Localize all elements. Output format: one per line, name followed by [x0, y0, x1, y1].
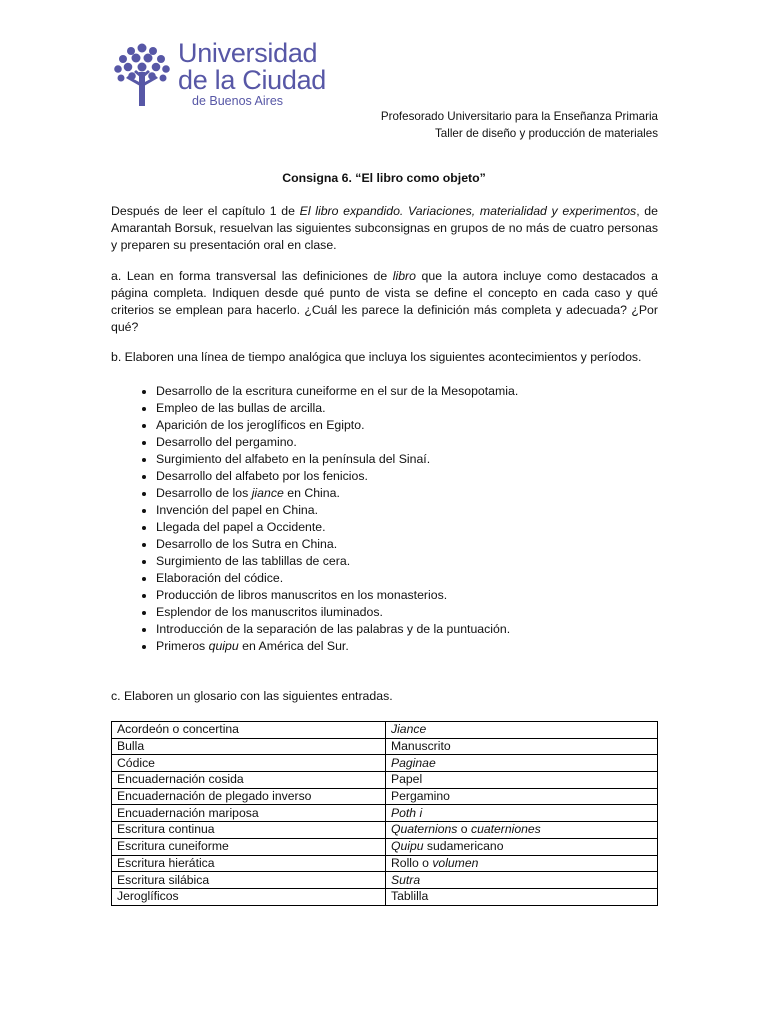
page-title: Consigna 6. “El libro como objeto”: [282, 171, 486, 185]
table-row: [112, 855, 658, 872]
glossary-term: Quipu: [391, 839, 424, 854]
glossary-right-cell: [386, 755, 658, 772]
list-item: [156, 485, 696, 502]
intro-after: , de Amarantah Borsuk, resuelvan las siguientes subconsignas en grupos de no más de cuatro personas y preparen su presentación oral en clase.: [111, 204, 658, 252]
header-program: Profesorado Universitario para la Enseñanza Primaria: [380, 110, 658, 123]
table-row: [112, 822, 658, 839]
table-row: [112, 772, 658, 789]
quipu-before: Primeros: [156, 639, 209, 653]
list-item: • Desarrollo del alfabeto por los fenicios.: [156, 468, 696, 485]
list-item: • Invención del papel en China.: [156, 502, 696, 519]
list-item: [156, 638, 696, 655]
intro-book-title: El libro expandido. Variaciones, materialidad y experimentos: [299, 204, 637, 218]
list-item: • Desarrollo del pergamino.: [156, 434, 696, 451]
glossary-right-cell: Pergamino: [386, 788, 658, 805]
table-row: [112, 872, 658, 889]
jiance-term: jiance: [251, 486, 284, 500]
tree-logo-icon: [112, 42, 172, 106]
glossary-left-cell: Escritura silábica: [112, 872, 386, 889]
glossary-left-cell: Encuadernación de plegado inverso: [112, 788, 386, 805]
list-item: • Elaboración del códice.: [156, 570, 696, 587]
header-course: Taller de diseño y producción de materiales: [435, 127, 658, 140]
list-item: • Surgimiento de las tablillas de cera.: [156, 553, 696, 570]
university-logo: [112, 40, 342, 112]
glossary-term: Poth i: [391, 805, 423, 820]
logo-line-1: Universidad: [178, 38, 318, 68]
glossary-right-cell: [386, 838, 658, 855]
jiance-before: Desarrollo de los: [156, 486, 252, 500]
section-c-paragraph: c. Elaboren un glosario con las siguientes entradas.: [111, 689, 393, 703]
table-row: [112, 722, 658, 739]
table-row: [112, 805, 658, 822]
glossary-term: Rollo o: [391, 855, 429, 870]
table-row: [112, 755, 658, 772]
glossary-left-cell: Escritura hierática: [112, 855, 386, 872]
glossary-left-cell: Jeroglíficos: [112, 888, 386, 905]
glossary-term: Jiance: [391, 722, 427, 737]
section-a-after: que la autora incluye como destacados a página completa. Indiquen desde qué punto de vista se define el concepto en cada caso y qué criterios se emplean para hacerlo. ¿Cuál les parece la definición más completa y adecuada? ¿Por qué?: [111, 269, 658, 334]
section-a-paragraph: [111, 268, 658, 336]
list-item: • Aparición de los jeroglíficos en Egipto.: [156, 417, 696, 434]
list-item: • Desarrollo de la escritura cuneiforme en el sur de la Mesopotamia.: [156, 383, 696, 400]
glossary-left-cell: Escritura cuneiforme: [112, 838, 386, 855]
glossary-left-cell: Bulla: [112, 738, 386, 755]
course-header: [381, 108, 658, 142]
table-row: [112, 888, 658, 905]
intro-before: Después de leer el capítulo 1 de: [111, 204, 300, 218]
glossary-right-cell: [386, 822, 658, 839]
glossary-right-cell: [386, 805, 658, 822]
list-item: • Introducción de la separación de las palabras y de la puntuación.: [156, 621, 696, 638]
glossary-term: Quaternions: [391, 822, 458, 837]
jiance-after: en China.: [283, 486, 340, 500]
list-item: • Empleo de las bullas de arcilla.: [156, 400, 696, 417]
list-item: • Desarrollo de los Sutra en China.: [156, 536, 696, 553]
logo-wordmark: [178, 40, 326, 108]
glossary-right-cell: [386, 855, 658, 872]
list-item: • Surgimiento del alfabeto en la península del Sinaí.: [156, 451, 696, 468]
list-item: • Llegada del papel a Occidente.: [156, 519, 696, 536]
intro-paragraph: [111, 203, 658, 254]
glossary-left-cell: Encuadernación cosida: [112, 772, 386, 789]
quipu-term: quipu: [208, 639, 239, 653]
quipu-after: en América del Sur.: [238, 639, 349, 653]
section-b-paragraph: b. Elaboren una línea de tiempo analógica que incluya los siguientes acontecimientos y períodos.: [111, 350, 642, 364]
table-row: [112, 838, 658, 855]
glossary-table: [111, 721, 658, 906]
timeline-events-list: [129, 383, 696, 655]
glossary-qualifier: sudamericano: [426, 839, 504, 854]
glossary-term: Paginae: [391, 755, 436, 770]
glossary-left-cell: Encuadernación mariposa: [112, 805, 386, 822]
table-row: [112, 788, 658, 805]
glossary-right-cell: [386, 722, 658, 739]
glossary-right-cell: Manuscrito: [386, 738, 658, 755]
list-item: • Esplendor de los manuscritos iluminados.: [156, 604, 696, 621]
glossary-left-cell: Escritura continua: [112, 822, 386, 839]
glossary-left-cell: Códice: [112, 755, 386, 772]
glossary-term: cuaterniones: [470, 822, 541, 837]
logo-line-2: de la Ciudad: [178, 65, 327, 95]
glossary-left-cell: Acordeón o concertina: [112, 722, 386, 739]
section-a-term: libro: [392, 269, 416, 283]
logo-line-3: de Buenos Aires: [192, 94, 284, 108]
glossary-right-cell: Tablilla: [386, 888, 658, 905]
glossary-term: volumen: [432, 855, 479, 870]
section-a-before: a. Lean en forma transversal las definiciones de: [111, 269, 393, 283]
glossary-term: Sutra: [391, 872, 421, 887]
glossary-right-cell: Papel: [386, 772, 658, 789]
list-item: • Producción de libros manuscritos en los monasterios.: [156, 587, 696, 604]
table-row: [112, 738, 658, 755]
glossary-connector: o: [460, 822, 468, 837]
glossary-right-cell: [386, 872, 658, 889]
